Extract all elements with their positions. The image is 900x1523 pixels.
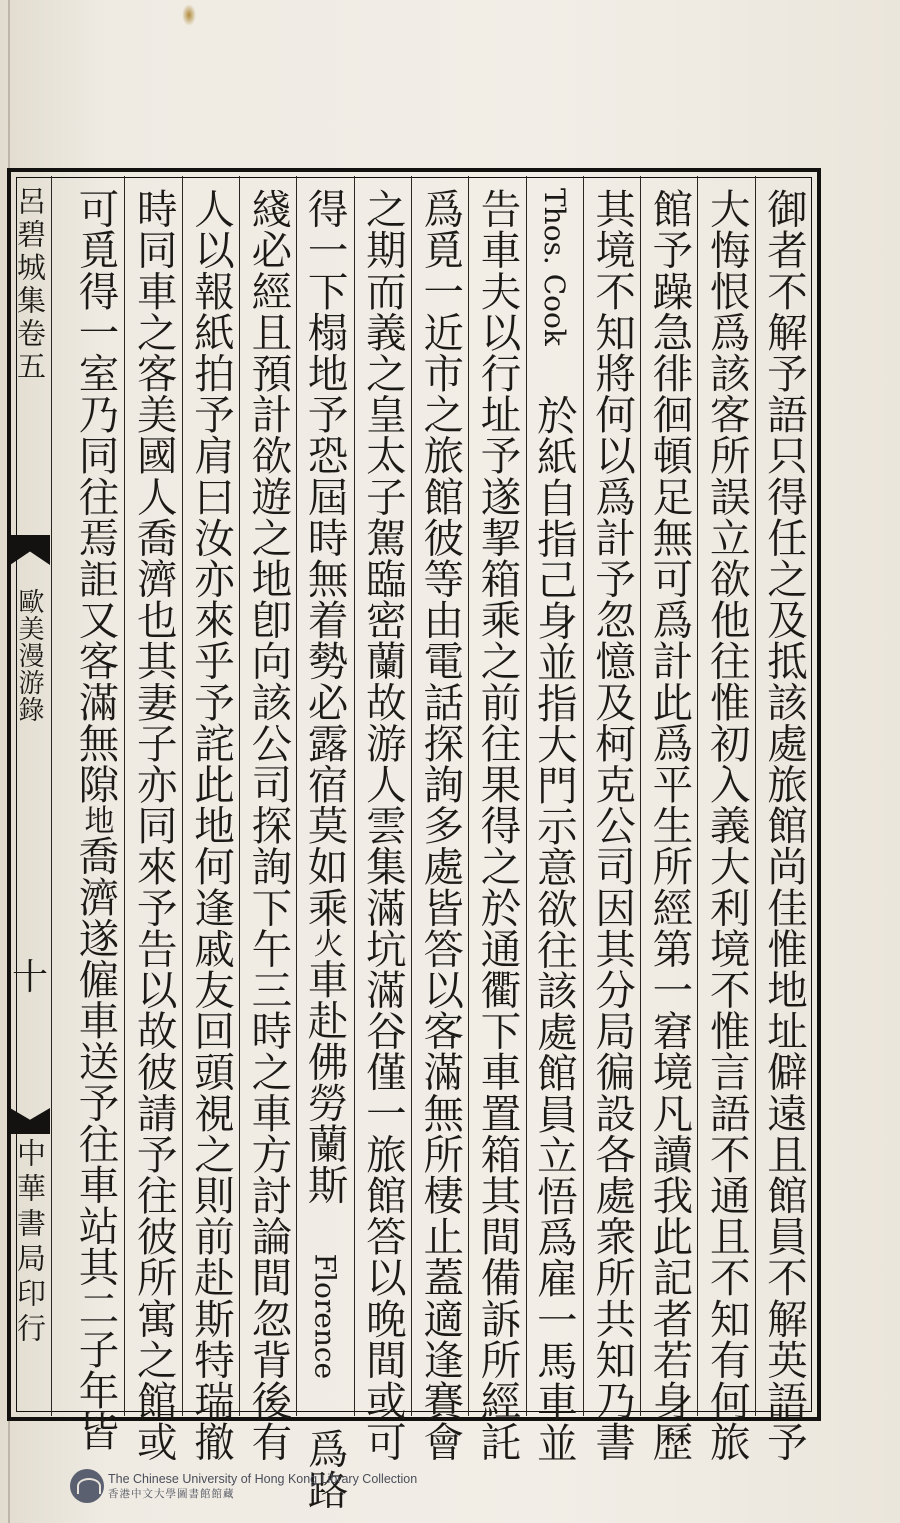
paper-stain [182,4,196,26]
text-column: 告車夫以行址予遂挈箱乘之前往果得之於通衢下車置箱其間備訴所經託 [468,176,525,1416]
watermark-english: The Chinese University of Hong Kong Library Collection [108,1471,418,1486]
watermark-chinese: 香港中文大學圖書館館藏 [108,1487,235,1500]
text-column: 大悔恨爲該客所誤立欲他往惟初入義大利境不惟言語不通且不知有何旅 [697,176,754,1416]
section-title: 歐美漫游錄 [14,588,44,723]
latin-name: Florence [308,1253,342,1380]
book-title: 呂碧城集卷五 [13,186,47,384]
text-column: Thos. Cook 於紙自指己身並指大門示意欲往該處館員立悟爲雇一馬車並 [526,176,583,1416]
library-watermark [70,1466,417,1506]
text-column: 御者不解予語只得任之及抵該處旅館尚佳惟地址僻遠且館員不解英語予 [755,176,812,1416]
library-logo-icon [70,1469,104,1503]
text-column: 之期而義之皇太子駕臨密蘭故游人雲集滿坑滿谷僅一旅館答以晚間或可 [354,176,411,1416]
text-column: 其境不知將何以爲計予忽憶及柯克公司因其分局徧設各處衆所共知乃書 [583,176,640,1416]
text-column: 時同車之客美國人喬濟也其妻子亦同來予告以故彼請予往彼所寓之館或 [124,176,181,1416]
text-column: 爲覓一近市之旅館彼等由電話探詢多處皆答以客滿無所棲止蓋適逢賽會 [411,176,468,1416]
text-column: 得一下榻地予恐屆時無着勢必露宿莫如乘火車赴佛勞蘭斯 Florence 爲路 [296,176,353,1416]
publisher-name: 中華書局印行 [13,1138,47,1348]
text-column: 可覓得一室乃同往焉詎又客滿無隙地喬濟遂僱車送予往車站其二子年皆 [71,188,120,1452]
latin-name: Thos. Cook [537,188,571,346]
page-number: 十 [12,957,49,998]
text-column: 館予躁急徘徊頓足無可爲計此爲平生所經第一窘境凡讀我此記者若身歷 [640,176,697,1416]
text-column: 綫必經且預計欲遊之地卽向該公司探詢下午三時之車方討論間忽背後有 [239,176,296,1416]
text-column: 人以報紙拍予肩曰汝亦來乎予詫此地何逢戚友回頭視之則前赴斯特瑞撤 [182,176,239,1416]
